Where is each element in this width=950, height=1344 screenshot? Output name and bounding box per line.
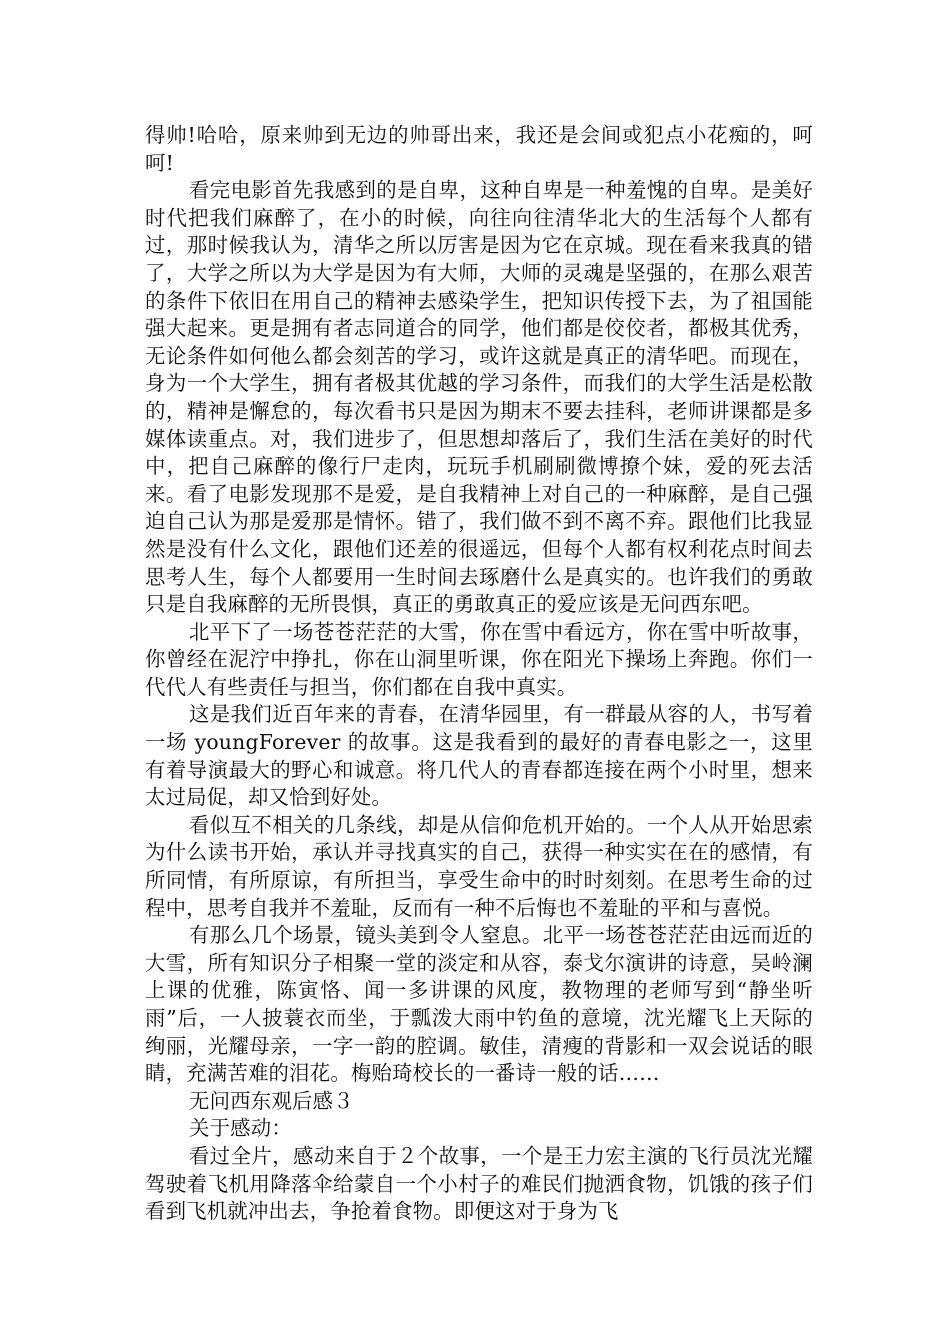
section-heading: 无问西东观后感３ <box>189 1088 354 1113</box>
paragraph-2: 看完电影首先我感到的是自卑，这种自卑是一种羞愧的自卑。是美好时代把我们麻醉了，在小的时候，向往向往清华北大的生活每个人都有过，那时候我认为，清华之所以厉害是因为它在京城。现在看来我真的错了，大学之所以为大学是因为有大师，大师的灵魂是坚强的，在那么艰苦的条件下依旧在用自己的精神去感染学生，把知识传授下去，为了祖国能强大起来。更是拥有者志同道合的同学，他们都是佼佼者，都极其优秀，无论条件如何他么都会刻苦的学习，或许这就是真正的清华吧。而现在，身为一个大学生，拥有者极其优越的学习条件，而我们的大学生活是松散的，精神是懈怠的，每次看书只是因为期末不要去挂科，老师讲课都是多媒体读重点。对，我们进步了，但思想却落后了，我们生活在美好的时代中，把自己麻醉的像行尸走肉，玩玩手机刷刷微博撩个妹，爱的死去活来。看了电影发现那不是爱，是自我精神上对自己的一种麻醉，是自己强迫自己认为那是爱那是情怀。错了，我们做不到不离不弃。跟他们比我显然是没有什么文化，跟他们还差的很遥远，但每个人都有权利花点时间去思考人生，每个人都要用一生时间去琢磨什么是真实的。也许我们的勇敢只是自我麻醉的无所畏惧，真正的勇敢真正的爱应该是无问西东吧。 <box>145 178 813 617</box>
paragraph-6: 有那么几个场景，镜头美到令人窒息。北平一场苍苍茫茫由远而近的大雪，所有知识分子相聚一堂的淡定和从容，泰戈尔演讲的诗意，吴岭澜上课的优雅，陈寅恪、闻一多讲课的风度，教物理的老师写到“静坐听雨”后，一人披蓑衣而坐，于瓢泼大雨中钓鱼的意境，沈光耀飞上天际的绚丽，光耀母亲，一字一韵的腔调。敏佳，清瘦的背影和一双会说话的眼睛，充满苦难的泪花。梅贻琦校长的一番诗一般的话…… <box>145 923 813 1086</box>
paragraph-1: 得帅!哈哈，原来帅到无边的帅哥出来，我还是会间或犯点小花痴的，呵呵! <box>145 123 813 175</box>
paragraph-7: 看过全片，感动来自于２个故事，一个是王力宏主演的飞行员沈光耀驾驶着飞机用降落伞给蒙自一个小村子的难民们抛洒食物，饥饿的孩子们看到飞机就冲出去，争抢着食物。即便这对于身为飞 <box>145 1143 813 1224</box>
document-body <box>145 122 813 1226</box>
subheading: 关于感动： <box>189 1116 292 1141</box>
paragraph-4: 这是我们近百年来的青春，在清华园里，有一群最从容的人，书写着一场 youngForever 的故事。这是我看到的最好的青春电影之一，这里有着导演最大的野心和诚意。将几代人的青春都连接在两个小时里，想来太过局促，却又恰到好处。 <box>145 702 813 810</box>
paragraph-5: 看似互不相关的几条线，却是从信仰危机开始的。一个人从开始思索为什么读书开始，承认并寻找真实的自己，获得一种实实在在的感情，有所同情，有所原谅，有所担当，享受生命中的时时刻刻。在思考生命的过程中，思考自我并不羞耻，反而有一种不后悔也不羞耻的平和与喜悦。 <box>145 812 813 920</box>
paragraph-3: 北平下了一场苍苍茫茫的大雪，你在雪中看远方，你在雪中听故事，你曾经在泥泞中挣扎，你在山洞里听课，你在阳光下操场上奔跑。你们一代代人有些责任与担当，你们都在自我中真实。 <box>145 619 813 699</box>
